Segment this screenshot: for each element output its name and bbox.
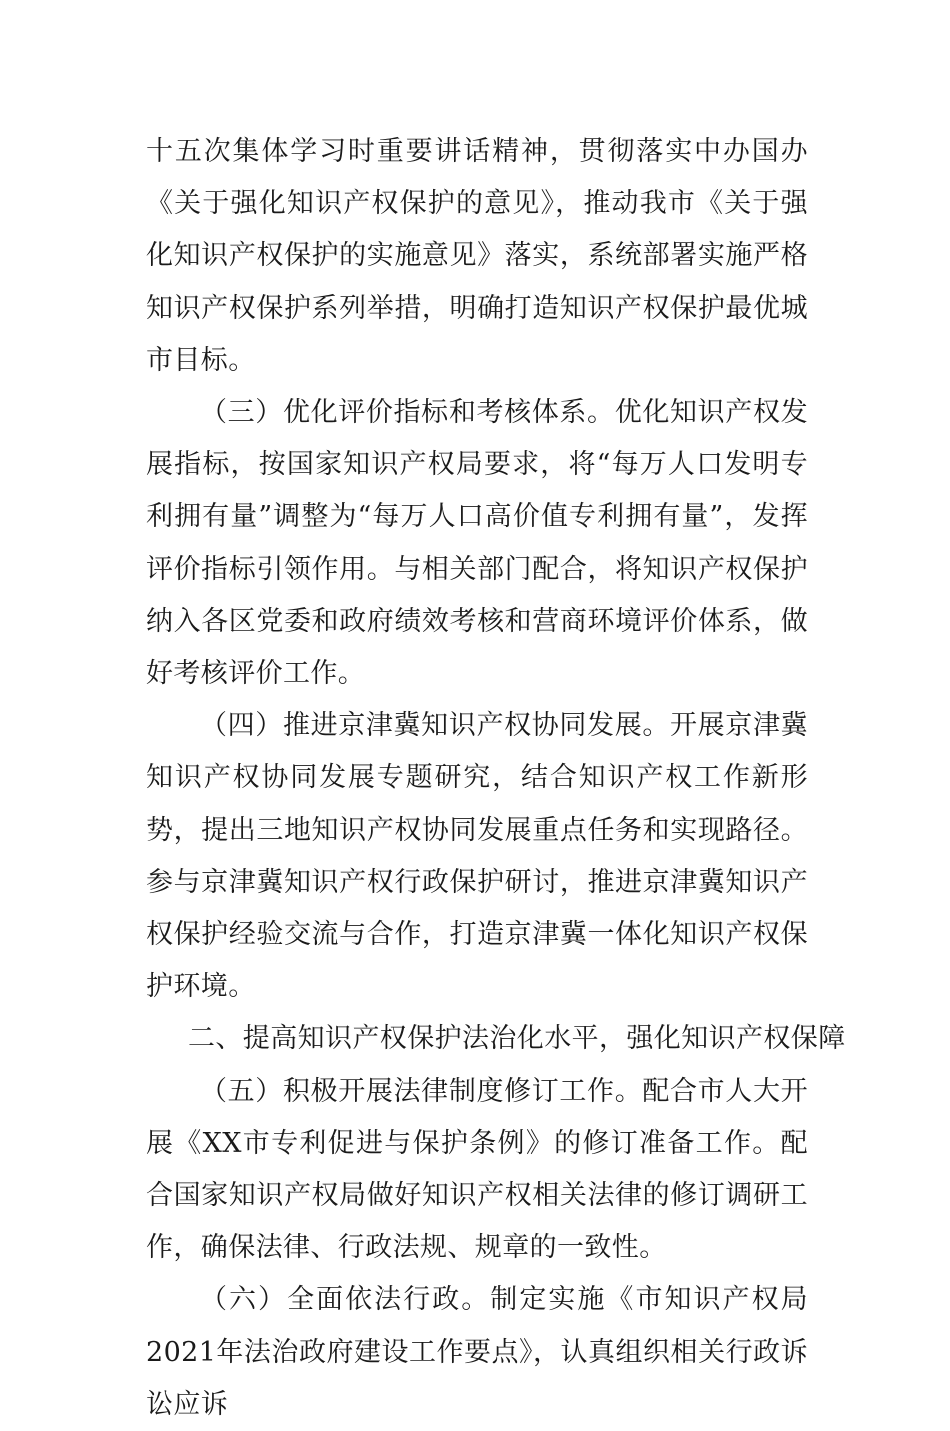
paragraph-section-5: （五）积极开展法律制度修订工作。配合市人大开展《XX市专利促进与保护条例》的修订准备工作。配合国家知识产权局做好知识产权相关法律的修订调研工作，确保法律、行政法规、规章的一致性。	[146, 1075, 808, 1264]
document-body	[146, 126, 846, 1431]
paragraph-section-4: （四）推进京津冀知识产权协同发展。开展京津冀知识产权协同发展专题研究，结合知识产权工作新形势，提出三地知识产权协同发展重点任务和实现路径。参与京津冀知识产权行政保护研讨，推进京津冀知识产权保护经验交流与合作，打造京津冀一体化知识产权保护环境。	[146, 710, 808, 1003]
paragraph-continuation: 十五次集体学习时重要讲话精神，贯彻落实中办国办《关于强化知识产权保护的意见》，推动我市《关于强化知识产权保护的实施意见》落实，系统部署实施严格知识产权保护系列举措，明确打造知识产权保护最优城市目标。	[146, 136, 808, 376]
paragraph-section-6: （六）全面依法行政。制定实施《市知识产权局2021年法治政府建设工作要点》，认真组织相关行政诉讼应诉	[146, 1284, 808, 1420]
section-heading-2: 二、提高知识产权保护法治化水平，强化知识产权保障	[188, 1023, 846, 1055]
paragraph-section-3: （三）优化评价指标和考核体系。优化知识产权发展指标，按国家知识产权局要求，将“每万人口发明专利拥有量”调整为“每万人口高价值专利拥有量”，发挥评价指标引领作用。与相关部门配合，将知识产权保护纳入各区党委和政府绩效考核和营商环境评价体系，做好考核评价工作。	[146, 397, 808, 690]
